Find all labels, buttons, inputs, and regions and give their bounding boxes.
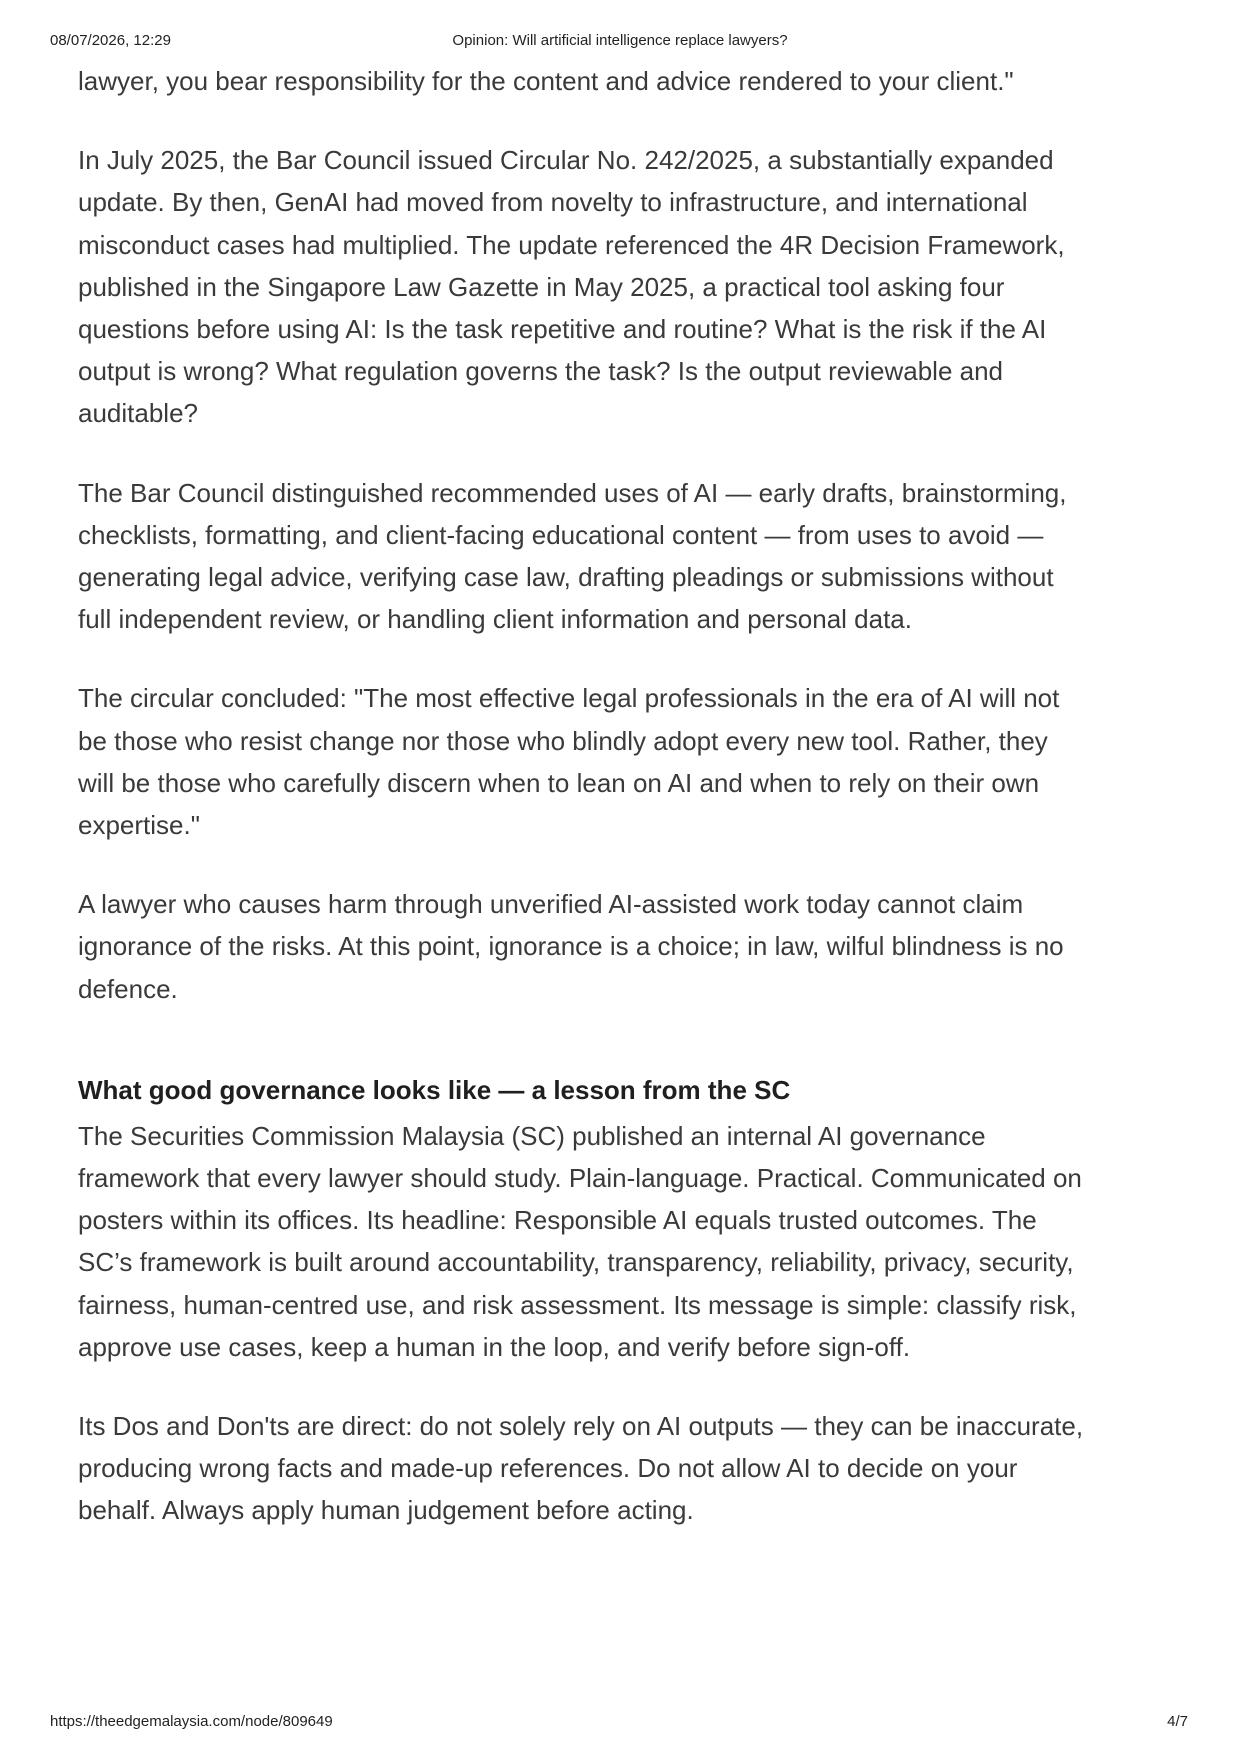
article-body	[78, 60, 1088, 1569]
print-page-title: Opinion: Will artificial intelligence replace lawyers?	[452, 32, 788, 49]
article-paragraph: lawyer, you bear responsibility for the content and advice rendered to your client."	[78, 66, 1014, 96]
section-heading: What good governance looks like — a lesson from the SC	[78, 1074, 791, 1105]
article-paragraph: Its Dos and Don'ts are direct: do not solely rely on AI outputs — they can be inaccurate, producing wrong facts and made-up references. Do not allow AI to decide on your behalf. Always apply human judgement before acting.	[78, 1411, 1084, 1526]
source-url[interactable]: https://theedgemalaysia.com/node/809649	[50, 1713, 333, 1730]
print-datetime: 08/07/2026, 12:29	[50, 32, 171, 49]
page-number: 4/7	[1167, 1713, 1188, 1730]
print-footer	[50, 1713, 1190, 1733]
article-paragraph: The Securities Commission Malaysia (SC) published an internal AI governance framework that every lawyer should study. Plain-language. Practical. Communicated on posters within its offices. Its headline: Responsible AI equals trusted outcomes. The SC’s framework is built around accountability, transparency, reliability, privacy, security, fairness, human-centred use, and risk assessment. Its message is simple: classify risk, approve use cases, keep a human in the loop, and verify before sign-off.	[78, 1120, 1082, 1362]
article-paragraph: The circular concluded: "The most effective legal professionals in the era of AI will not be those who resist change nor those who blindly adopt every new tool. Rather, they will be those who carefully discern when to lean on AI and when to rely on their own expertise."	[78, 683, 1060, 841]
print-header	[50, 32, 1190, 52]
article-paragraph: In July 2025, the Bar Council issued Circular No. 242/2025, a substantially expanded update. By then, GenAI had moved from novelty to infrastructure, and international misconduct cases had multiplied. The update referenced the 4R Decision Framework, published in the Singapore Law Gazette in May 2025, a practical tool asking four questions before using AI: Is the task repetitive and routine? What is the risk if the AI output is wrong? What regulation governs the task? Is the output reviewable and auditable?	[78, 145, 1065, 429]
article-paragraph: The Bar Council distinguished recommended uses of AI — early drafts, brainstorming, checklists, formatting, and client-facing educational content — from uses to avoid — generating legal advice, verifying case law, drafting pleadings or submissions without full independent review, or handling client information and personal data.	[78, 477, 1067, 635]
article-paragraph: A lawyer who causes harm through unverified AI-assisted work today cannot claim ignorance of the risks. At this point, ignorance is a choice; in law, wilful blindness is no defence.	[78, 889, 1064, 1004]
